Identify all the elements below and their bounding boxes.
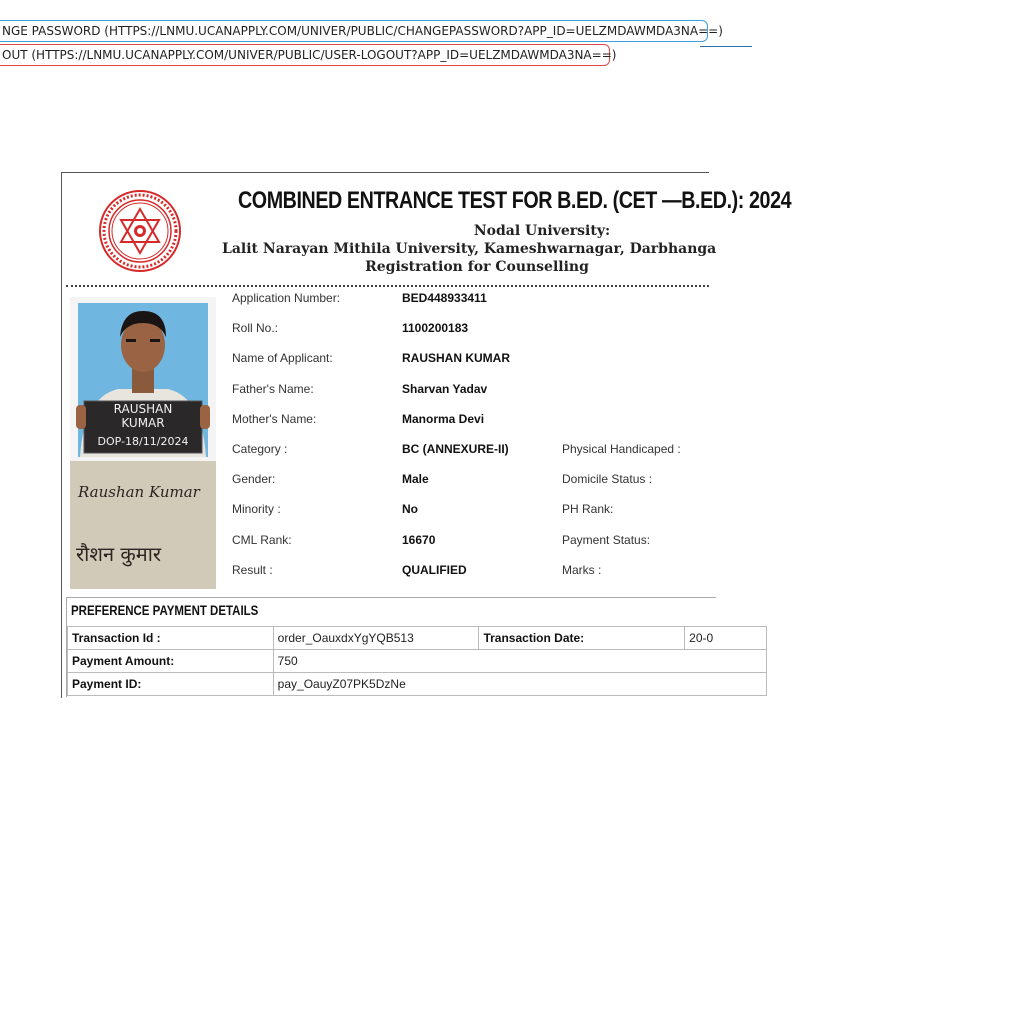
info-label: CML Rank:: [232, 532, 292, 547]
payment-amount-label: Payment Amount:: [68, 650, 274, 673]
applicant-signature: [70, 461, 216, 589]
table-row: [68, 627, 767, 650]
applicant-photo: [70, 297, 216, 461]
placard-line-3: DOP-18/11/2024: [97, 435, 189, 448]
info-value: BED448933411: [402, 291, 487, 305]
signature-hindi: रौशन कुमार: [76, 542, 162, 566]
payment-amount-value: 750: [273, 650, 766, 673]
info-value: 1100200183: [402, 321, 469, 336]
payment-id-value: pay_OauyZ07PK5DzNe: [273, 673, 766, 696]
exam-title: COMBINED ENTRANCE TEST FOR B.ED. (CET —B.ED.): 2024: [238, 187, 792, 214]
info-value: Manorma Devi: [402, 411, 485, 426]
info-value: BC (ANNEXURE-II): [402, 442, 509, 456]
info-label: Minority :: [232, 502, 281, 517]
transaction-id-value: order_OauxdxYgYQB513: [273, 627, 479, 650]
payment-details-section: [66, 597, 716, 697]
info-label-secondary: Payment Status:: [562, 532, 651, 547]
info-value: No: [402, 502, 418, 517]
info-label-secondary: Marks :: [562, 562, 602, 577]
table-row: [68, 673, 767, 696]
logout-link[interactable]: OUT (HTTPS://LNMU.UCANAPPLY.COM/UNIVER/PUBLIC/USER-LOGOUT?APP_ID=UELZMDAWMDA3NA==): [0, 44, 610, 66]
nodal-university-label: Nodal University:: [473, 223, 611, 239]
header-rule: [700, 46, 752, 47]
info-value: 16670: [402, 532, 436, 547]
info-label-secondary: PH Rank:: [562, 502, 614, 517]
info-value: Male: [402, 472, 429, 487]
info-label-secondary: Physical Handicaped :: [562, 442, 681, 456]
registration-subtitle: Registration for Counselling: [365, 259, 589, 275]
info-label-secondary: Domicile Status :: [562, 472, 653, 487]
info-label: Mother's Name:: [232, 411, 317, 426]
admit-card: [61, 172, 792, 698]
transaction-id-label: Transaction Id :: [68, 627, 274, 650]
info-value: Sharvan Yadav: [402, 381, 488, 396]
transaction-date-label: Transaction Date:: [479, 627, 685, 650]
dotted-divider: [66, 285, 709, 287]
table-row: [68, 650, 767, 673]
change-password-link[interactable]: NGE PASSWORD (HTTPS://LNMU.UCANAPPLY.COM/UNIVER/PUBLIC/CHANGEPASSWORD?APP_ID=UELZMDAWMDA3NA==): [0, 20, 708, 42]
info-label: Roll No.:: [232, 321, 279, 336]
info-label: Category :: [232, 442, 288, 456]
placard-line-2: KUMAR: [121, 416, 165, 430]
info-label: Father's Name:: [232, 381, 314, 396]
info-value: QUALIFIED: [402, 562, 467, 577]
info-label: Name of Applicant:: [232, 351, 333, 366]
payment-details-title: PREFERENCE PAYMENT DETAILS: [71, 602, 259, 618]
transaction-date-value: 20-0: [685, 627, 767, 650]
info-label: Gender:: [232, 472, 276, 487]
info-label: Application Number:: [232, 291, 341, 305]
signature-english: Raushan Kumar: [78, 483, 200, 501]
payment-id-label: Payment ID:: [68, 673, 274, 696]
info-label: Result :: [232, 562, 273, 577]
university-name: Lalit Narayan Mithila University, Kameshwarnagar, Darbhanga: [222, 241, 717, 257]
payment-table: [67, 626, 767, 696]
placard-line-1: RAUSHAN: [113, 402, 173, 416]
info-value: RAUSHAN KUMAR: [402, 351, 510, 366]
